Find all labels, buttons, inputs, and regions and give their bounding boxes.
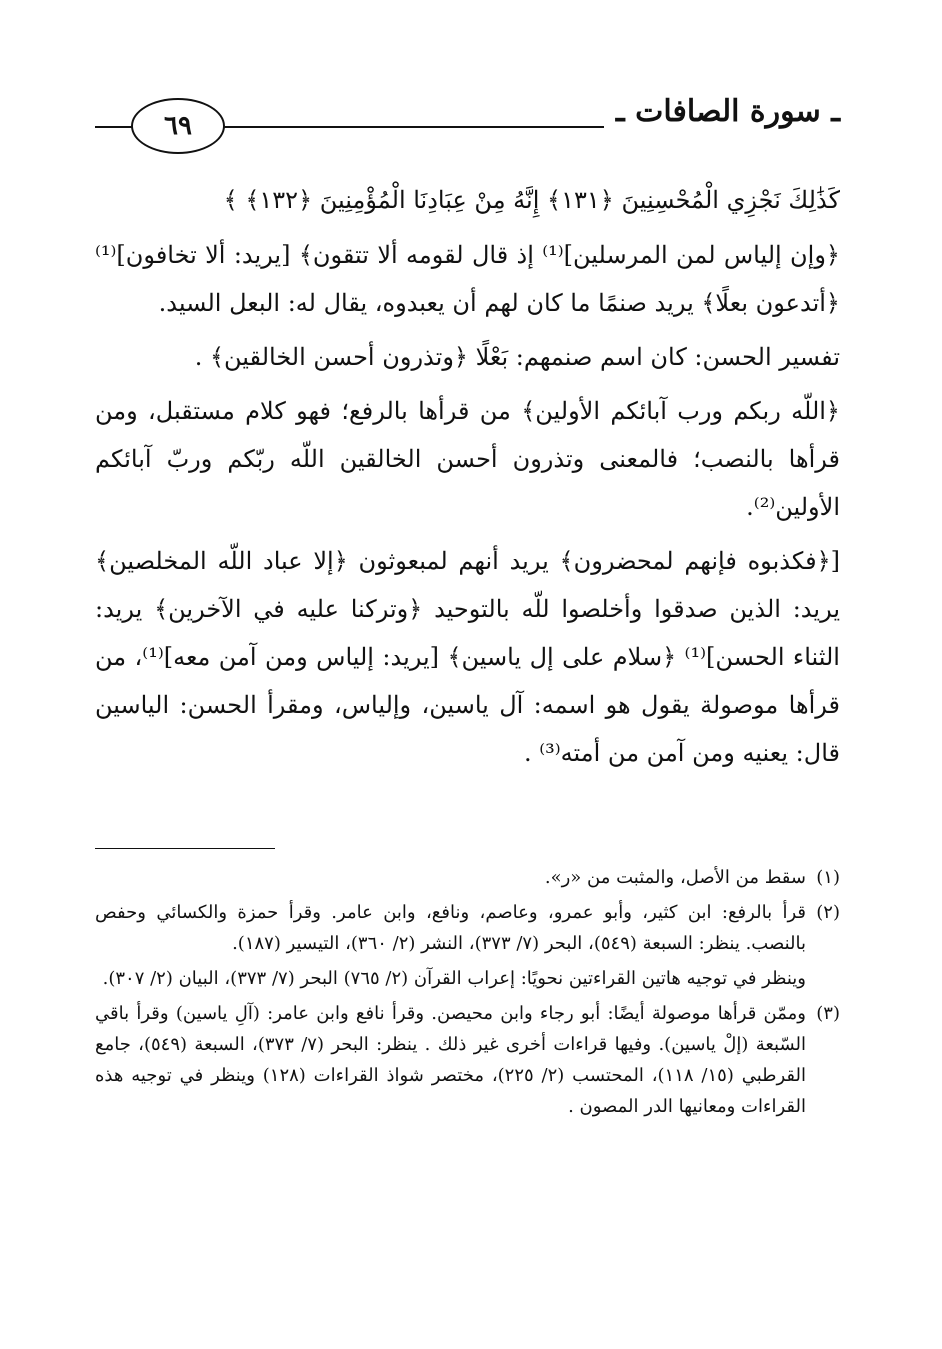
quran-verse-line: كَذَٰلِكَ نَجْزِي الْمُحْسِنِينَ ﴿١٣١﴾ إِنَّهُ مِنْ عِبَادِنَا الْمُؤْمِنِينَ ﴿١٣٢﴾ ﴾ — [223, 186, 840, 214]
surah-title: ـ سورة الصافات ـ — [604, 90, 840, 134]
page-header — [95, 80, 840, 175]
footnote-number: (١) — [816, 867, 840, 888]
footnote-text: قرأ بالرفع: ابن كثير، وأبو عمرو، وعاصم، ونافع، وابن عامر. وقرأ حمزة والكسائي وحفص بالنصب. ينظر: السبعة (٥٤٩)، البحر (٧/ ٣٧٣)، النشر (٢/ ٣٦٠)، التيسير (١٨٧). — [95, 902, 806, 954]
footnote-number: (٢) — [816, 902, 840, 923]
footnote-text: سقط من الأصل، والمثبت من «ر». — [544, 867, 806, 888]
paragraph-allah-rabbukum: ﴿اللّه ربكم ورب آبائكم الأولين﴾ من قرأها بالرفع؛ فهو كلام مستقبل، ومن قرأها بالنصب؛ فالمعنى وتذرون أحسن الخالقين اللّه ربّكم وربّ آبائكم الأولين⁽²⁾. — [95, 397, 840, 521]
footnote-text: وممّن قرأها موصولة أيضًا: أبو رجاء وابن محيصن. وقرأ نافع وابن عامر: (آلِ ياسين) وقرأ باقي السّبعة (إلْ ياسين). وفيها قراءات أخرى غير ذلك . ينظر: البحر (٧/ ٣٧٣)، السبعة (٥٤٩)، جامع القرطبي (١٥/ ١١٨)، المحتسب (٢/ ٢٢٥)، مختصر شواذ القراءات (١٢٨) وينظر في توجيه هذه القراءات ومعانيها الدر المصون . — [95, 1003, 806, 1117]
footnote-2-continuation: وينظر في توجيه هاتين القراءتين نحويًا: إعراب القرآن (٢/ ٧٦٥) البحر (٧/ ٣٧٣)، البيان (٢/ ٣٠٧). — [102, 968, 806, 989]
footnote-separator — [95, 848, 275, 849]
page-content — [95, 80, 840, 1310]
paragraph-hasan-tafsir: تفسير الحسن: كان اسم صنمهم: بَعْلًا ﴿وتذرون أحسن الخالقين﴾ . — [194, 343, 840, 371]
footnotes — [95, 862, 840, 1126]
footnote-number: (٣) — [816, 1003, 840, 1024]
main-text — [95, 175, 840, 783]
page-number: ٦٩ — [131, 98, 225, 154]
paragraph-kadhabuhu: [﴿فكذبوه فإنهم لمحضرون﴾ يريد أنهم لمبعوثون ﴿إلا عباد اللّه المخلصين﴾ يريد: الذين صدقوا وأخلصوا للّه بالتوحيد ﴿وتركنا عليه في الآخرين﴾ يريد: الثناء الحسن]⁽¹⁾ ﴿سلام على إل ياسين﴾ [يريد: إلياس ومن آمن معه]⁽¹⁾، من قرأها موصولة يقول هو اسمه: آل ياسين، وإلياس، ومقرأ الحسن: الياسين قال: يعنيه ومن آمن من أمته⁽³⁾ . — [95, 547, 840, 767]
footnote-3 — [95, 998, 840, 1122]
paragraph-ilyas: ﴿وإن إلياس لمن المرسلين]⁽¹⁾ إذ قال لقومه ألا تتقون﴾ [يريد: ألا تخافون]⁽¹⁾ ﴿أتدعون بعلًا﴾ يريد صنمًا ما كان لهم أن يعبدوه، يقال له: البعل السيد. — [95, 241, 840, 317]
footnote-2 — [95, 897, 840, 959]
footnote-1 — [95, 862, 840, 893]
